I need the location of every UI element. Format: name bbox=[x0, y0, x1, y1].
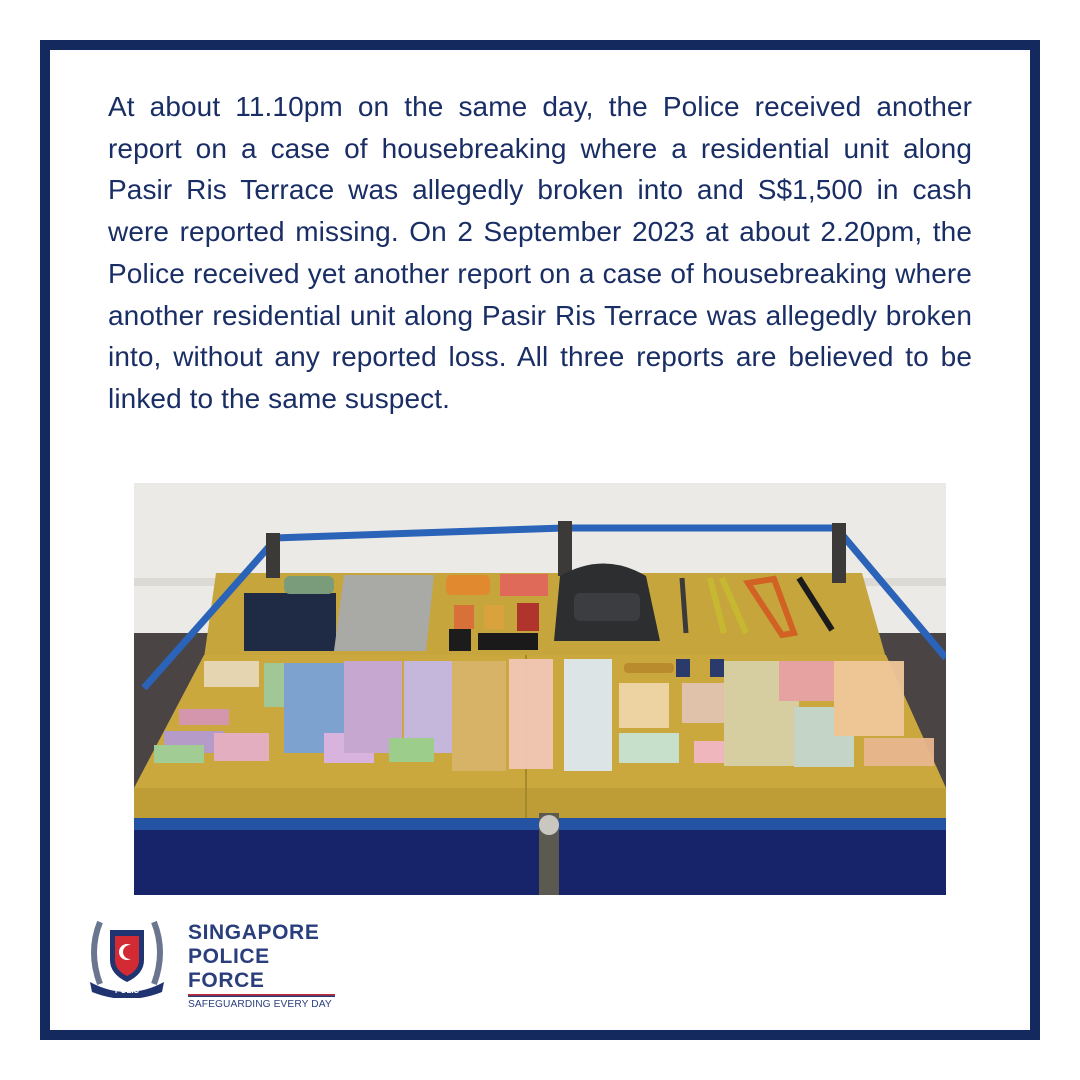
logo-tagline: SAFEGUARDING EVERY DAY bbox=[188, 999, 332, 1010]
spf-logo bbox=[86, 912, 346, 1010]
seized-items-photo bbox=[134, 483, 946, 895]
logo-divider bbox=[188, 994, 335, 997]
police-crest-icon bbox=[86, 912, 168, 998]
body-paragraph: At about 11.10pm on the same day, the Police received another report on a case of housebreaking where a residential unit along Pasir Ris Terrace was allegedly broken into and S$1,500 in cash were reported missing. On 2 September 2023 at about 2.20pm, the Police received yet another report on a case of housebreaking where another residential unit along Pasir Ris Terrace was allegedly broken into, without any reported loss. All three reports are believed to be linked to the same suspect. bbox=[108, 91, 972, 414]
svg-text:POLIS: POLIS bbox=[114, 986, 140, 995]
logo-title-line1: SINGAPORE bbox=[188, 921, 320, 944]
logo-title-line2: POLICE FORCE bbox=[188, 945, 270, 992]
